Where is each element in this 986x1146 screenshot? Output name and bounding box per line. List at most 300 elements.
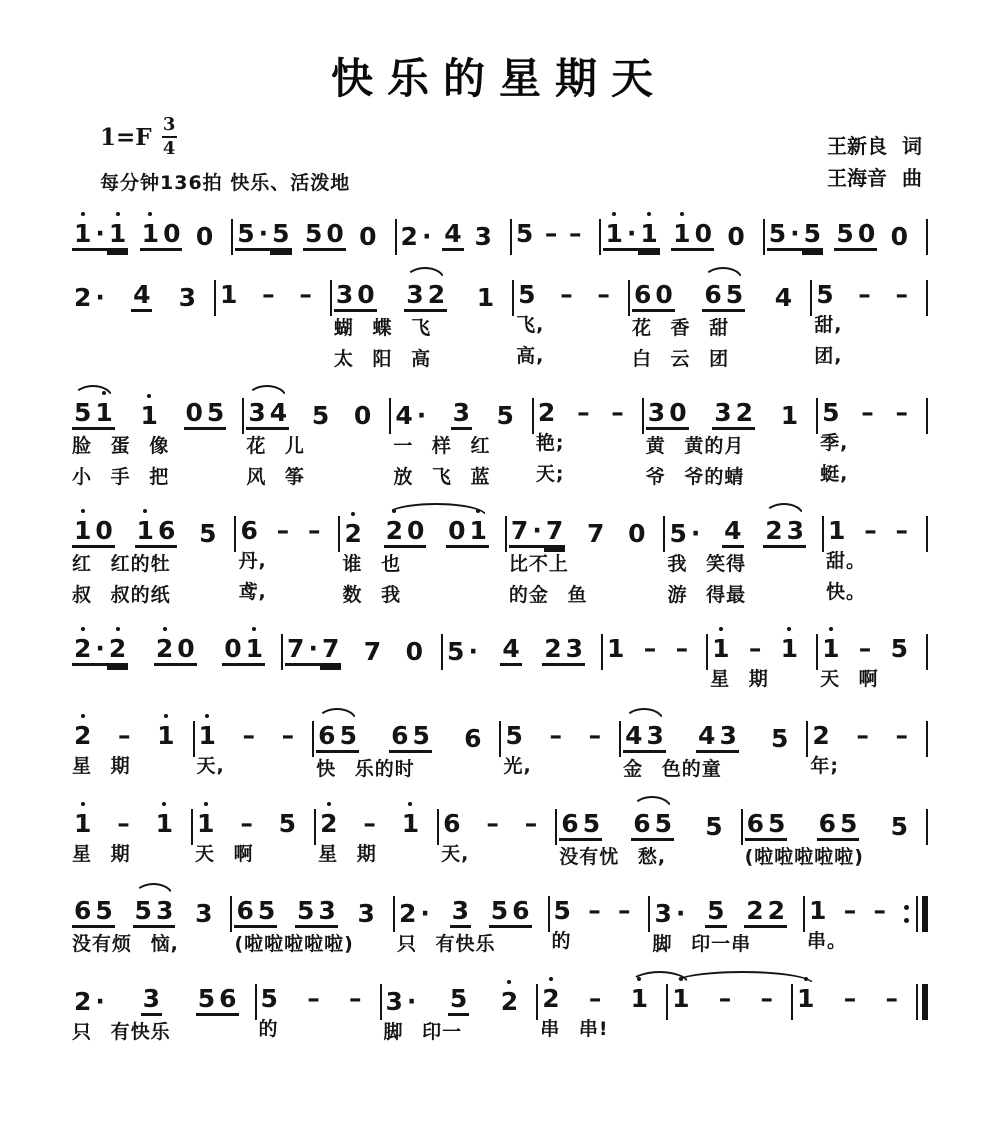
note-glyph — [316, 897, 337, 928]
note-digit: 1 — [401, 808, 420, 838]
measure — [538, 970, 666, 1044]
dash-hold: – — [307, 516, 321, 546]
duration-dot: · — [675, 899, 686, 929]
note-digit: 5 — [304, 219, 323, 248]
note-glyph — [702, 281, 723, 312]
note-glyph — [769, 725, 790, 753]
measure — [70, 795, 191, 869]
lyric-line: 光, — [503, 755, 532, 778]
dash-hold: – — [864, 516, 877, 546]
note-digit: 6 — [219, 983, 237, 1013]
note-glyph — [93, 988, 107, 1016]
octave-dot — [392, 509, 396, 513]
note-digit: 5 — [449, 983, 468, 1013]
note-digit: 5 — [705, 811, 723, 841]
note-digit: 1 — [197, 808, 215, 838]
beam-group — [889, 813, 910, 841]
measure — [818, 620, 926, 694]
repeat-dot — [904, 905, 909, 910]
beam-group — [552, 897, 573, 925]
note-row — [805, 882, 904, 925]
note-glyph — [671, 220, 692, 251]
duration-dot: · — [790, 219, 800, 248]
measure — [808, 707, 926, 781]
beam-group — [595, 281, 612, 309]
note-digit: 0 — [628, 519, 646, 549]
note-glyph — [415, 402, 429, 430]
beam-group — [779, 402, 800, 430]
note-digit: 0 — [359, 222, 377, 251]
note-row — [512, 205, 600, 248]
octave-dot — [408, 802, 412, 806]
note-digit: 1 — [245, 634, 264, 664]
beam-group — [769, 725, 790, 753]
note-glyph — [646, 399, 667, 430]
credits-block — [827, 130, 922, 194]
note-row — [316, 795, 437, 838]
note-glyph — [564, 635, 585, 666]
note-glyph — [295, 897, 316, 928]
beam-group — [441, 810, 462, 838]
beam-group — [558, 281, 575, 309]
beam-group — [195, 810, 216, 838]
note-glyph — [642, 635, 659, 663]
note-glyph — [543, 220, 560, 248]
note-glyph — [446, 517, 467, 548]
measure — [621, 707, 806, 784]
note-digit: 0 — [727, 222, 745, 251]
note-glyph — [717, 722, 738, 753]
measure — [316, 795, 437, 869]
note-glyph — [603, 220, 624, 251]
repeat-dots — [904, 905, 909, 923]
lyric-line — [72, 345, 214, 372]
beam-group — [722, 517, 743, 548]
note-row — [743, 795, 926, 841]
beam-group — [285, 635, 341, 666]
note-glyph — [763, 517, 784, 548]
note-glyph — [747, 635, 764, 663]
note-glyph — [342, 520, 363, 548]
note-glyph — [155, 722, 176, 750]
note-digit: 3 — [714, 398, 732, 428]
measure — [70, 882, 230, 959]
key-time-signature — [100, 116, 350, 158]
note-digit: 5 — [816, 280, 834, 309]
beam-group — [834, 220, 877, 251]
note-digit: 1 — [469, 516, 487, 546]
octave-dot — [81, 509, 85, 513]
note-glyph — [154, 635, 175, 666]
beam-group — [235, 220, 291, 251]
note-glyph — [547, 722, 564, 750]
dash-hold: – — [843, 896, 857, 926]
beam-group — [451, 399, 472, 430]
note-row — [818, 384, 926, 427]
lyric-line — [72, 669, 281, 696]
dash-hold: – — [117, 808, 130, 838]
note-digit: 0 — [95, 516, 113, 546]
note-glyph — [445, 638, 466, 666]
note-row — [514, 266, 628, 309]
dash-hold: – — [861, 398, 874, 428]
lyric-line: 年; — [810, 755, 840, 778]
note-glyph — [773, 284, 794, 312]
lyric-line: 脚 印一串 — [652, 933, 752, 956]
beam-group — [759, 985, 776, 1013]
note-digit: 1 — [797, 983, 815, 1013]
note-digit: 1 — [822, 634, 840, 664]
note-row — [443, 620, 601, 666]
dash-hold: – — [895, 280, 908, 309]
note-glyph — [420, 223, 434, 251]
lyric-line: 白 云 团 — [631, 347, 730, 370]
duration-dot: · — [532, 516, 542, 546]
note-row — [812, 266, 926, 309]
measure — [70, 620, 281, 696]
note-row — [650, 882, 803, 928]
beam-group — [275, 517, 292, 545]
note-digit: 3 — [719, 721, 737, 751]
end-barline — [926, 516, 928, 552]
beam-group — [856, 281, 873, 309]
beam-group — [763, 517, 806, 548]
note-digit: 5 — [447, 637, 465, 667]
octave-dot — [647, 212, 651, 216]
note-row — [603, 620, 706, 663]
note-digit: 5 — [237, 219, 255, 248]
note-digit: 1 — [155, 808, 174, 838]
lyric-line: 天, — [196, 755, 225, 778]
beam-group — [603, 220, 659, 251]
note-row — [765, 205, 926, 251]
note-digit: 2 — [765, 516, 783, 546]
end-barline — [926, 721, 928, 757]
note-digit: 1 — [672, 983, 690, 1013]
note-digit: 4 — [269, 398, 288, 428]
note-row — [391, 384, 532, 430]
beam-group — [745, 810, 788, 841]
note-digit: 3 — [451, 896, 469, 926]
lyric-line: 比不上 — [508, 553, 569, 576]
beam-group — [629, 985, 650, 1013]
system-row — [70, 707, 928, 784]
note-digit: 2 — [74, 283, 92, 312]
notation-score — [70, 205, 928, 1046]
beam-group — [393, 402, 428, 430]
beam-group — [356, 900, 377, 928]
lyric-line: 花 儿 — [246, 435, 305, 458]
note-digit: 6 — [704, 280, 722, 309]
octave-dot — [252, 627, 256, 631]
note-glyph — [510, 897, 531, 928]
note-glyph — [356, 900, 377, 928]
beam-group — [807, 897, 828, 925]
note-row — [708, 620, 816, 663]
dash-hold: – — [675, 634, 689, 664]
note-glyph — [475, 284, 496, 312]
dash-hold: – — [349, 983, 362, 1013]
note-glyph — [689, 520, 703, 548]
note-glyph — [184, 399, 205, 430]
note-digit: 2 — [320, 808, 338, 838]
dash-hold: – — [617, 896, 631, 926]
note-digit: 3 — [155, 896, 174, 926]
note-glyph — [72, 220, 93, 251]
note-row — [314, 707, 499, 753]
note-digit: 3 — [142, 983, 161, 1013]
dash-hold: – — [363, 808, 376, 838]
note-glyph — [310, 402, 331, 430]
note-glyph — [175, 635, 196, 666]
note-digit: 6 — [633, 808, 651, 838]
music-system — [70, 205, 928, 255]
note-digit: 5 — [707, 896, 725, 926]
note-digit: 1 — [74, 808, 92, 838]
note-glyph — [334, 281, 355, 312]
repeat-barline — [904, 896, 928, 932]
note-glyph — [362, 638, 383, 666]
beam-group — [305, 985, 322, 1013]
beam-group — [894, 517, 911, 545]
note-digit: 1 — [780, 634, 799, 664]
duration-dot: · — [406, 986, 417, 1016]
note-glyph — [451, 399, 472, 430]
dash-hold: – — [588, 896, 601, 926]
note-digit: 5 — [518, 280, 536, 309]
note-glyph — [133, 897, 154, 928]
beam-group — [177, 284, 198, 312]
note-digit: 2 — [735, 398, 754, 428]
duration-dot: · — [95, 634, 105, 664]
note-glyph — [275, 517, 292, 545]
beam-group — [717, 985, 734, 1013]
note-digit: 2 — [500, 986, 519, 1016]
note-row — [70, 707, 193, 750]
end-barline — [926, 280, 928, 316]
beam-group — [702, 281, 745, 312]
note-digit: 1 — [780, 401, 799, 431]
note-glyph — [856, 281, 873, 309]
note-glyph — [441, 810, 462, 838]
lyric-line: 星 期 — [318, 842, 377, 865]
note-glyph — [72, 399, 93, 430]
note-glyph — [448, 985, 469, 1016]
lyric-line: 星 期 — [710, 668, 769, 691]
note-glyph — [405, 988, 419, 1016]
duration-dot: · — [420, 899, 430, 929]
note-glyph — [404, 638, 425, 666]
beam-group — [810, 722, 831, 750]
note-row — [665, 502, 822, 548]
beam-group — [820, 399, 841, 427]
note-glyph — [767, 220, 788, 251]
note-digit: 1 — [607, 634, 625, 664]
note-digit: 2 — [74, 721, 92, 751]
note-digit: 5 — [339, 721, 357, 751]
octave-dot — [829, 627, 833, 631]
beam-group — [489, 897, 532, 928]
note-glyph — [138, 402, 159, 430]
note-digit: 3 — [647, 398, 666, 428]
note-glyph — [384, 988, 405, 1016]
lyric-line: 蜓, — [820, 462, 849, 485]
note-row — [70, 882, 230, 928]
beam-group — [218, 281, 239, 309]
lyric-line: 只 有快乐 — [72, 1020, 171, 1043]
note-digit: 1 — [141, 219, 160, 248]
measure — [818, 384, 926, 488]
note-glyph — [194, 223, 215, 251]
note-glyph — [503, 722, 524, 750]
lyric-line: 天; — [535, 462, 565, 485]
beam-group — [197, 520, 218, 548]
note-row — [216, 266, 330, 309]
note-glyph — [893, 399, 910, 427]
note-digit: 1 — [809, 896, 827, 926]
duration-dot: · — [95, 283, 105, 312]
note-glyph — [316, 722, 337, 753]
beam-group — [342, 520, 363, 548]
note-glyph — [674, 635, 691, 663]
note-glyph — [523, 810, 540, 838]
beam-group — [499, 988, 520, 1016]
beam-group — [667, 520, 702, 548]
measure — [805, 882, 904, 956]
note-digit: 1 — [95, 398, 113, 428]
beam-group — [509, 517, 565, 548]
note-glyph — [177, 284, 198, 312]
beam-group — [475, 284, 496, 312]
lyric-line: 飞, — [516, 314, 545, 336]
dash-hold: – — [643, 634, 657, 664]
note-row — [193, 795, 314, 838]
beam-group — [318, 810, 339, 838]
note-glyph — [725, 223, 746, 251]
lyric-line: 天 啊 — [820, 668, 879, 691]
measure — [236, 502, 338, 606]
note-glyph — [854, 722, 871, 750]
beam-group — [277, 810, 298, 838]
note-digit: 1 — [640, 219, 658, 248]
beam-group — [193, 900, 214, 928]
note-glyph — [495, 402, 516, 430]
beam-group — [446, 517, 489, 548]
note-glyph — [241, 722, 258, 750]
note-glyph — [384, 517, 405, 548]
lyric-line: 的金 鱼 — [508, 583, 588, 606]
dash-hold: – — [307, 983, 320, 1013]
measure — [216, 266, 330, 369]
note-digit: 5 — [768, 808, 786, 838]
note-glyph — [318, 810, 339, 838]
measure — [395, 882, 548, 959]
note-glyph — [285, 635, 306, 666]
measure — [70, 266, 214, 372]
note-glyph — [703, 813, 724, 841]
octave-dot — [116, 627, 120, 631]
beam-group — [442, 220, 463, 251]
note-digit: 5 — [822, 398, 840, 428]
tempo-marking: 每分钟136拍 快乐、活泼地 — [100, 172, 351, 194]
beam-group — [623, 722, 666, 753]
note-glyph — [552, 897, 573, 925]
note-glyph — [140, 220, 161, 251]
music-system — [70, 502, 928, 609]
lyric-line: 金 色的童 — [623, 758, 722, 781]
note-row — [507, 502, 664, 548]
thin-bar — [916, 896, 918, 932]
note-digit: 2 — [544, 634, 562, 664]
lyric-line: 红 红的牡 — [72, 553, 171, 576]
beam-group — [540, 985, 561, 1013]
note-digit: 5 — [725, 280, 744, 309]
beam-group — [514, 220, 535, 248]
octave-dot — [804, 977, 808, 981]
system-row — [70, 970, 928, 1047]
note-digit: 6 — [443, 808, 461, 838]
note-digit: 1 — [673, 219, 691, 248]
note-glyph — [559, 810, 580, 841]
note-glyph — [605, 635, 626, 663]
note-digit: 6 — [746, 808, 765, 838]
dash-hold: – — [549, 721, 562, 751]
note-digit: 3 — [248, 398, 266, 428]
end-barline — [926, 634, 928, 670]
beam-group — [404, 281, 447, 312]
beam-group — [893, 399, 910, 427]
note-glyph — [674, 900, 688, 928]
measure — [257, 970, 380, 1044]
beam-group — [725, 223, 746, 251]
octave-dot — [116, 212, 120, 216]
note-digit: 1 — [198, 721, 216, 751]
note-row — [397, 205, 510, 251]
lyric-line: 串。 — [807, 930, 848, 953]
note-digit: 5 — [505, 721, 523, 751]
note-glyph — [404, 281, 425, 312]
note-glyph — [320, 635, 341, 666]
note-glyph — [889, 223, 910, 251]
note-digit: 3 — [178, 283, 197, 312]
note-row — [601, 205, 762, 251]
note-digit: 0 — [405, 637, 424, 667]
beam-group — [632, 281, 675, 312]
duration-dot: · — [468, 637, 478, 667]
note-glyph — [540, 985, 561, 1013]
lyric-line: 鸢, — [238, 580, 267, 603]
measure — [743, 795, 926, 872]
note-digit: 0 — [224, 634, 242, 664]
lyric-line: 高, — [516, 344, 545, 367]
note-digit: 5 — [553, 896, 571, 926]
lyric-line: 游 得最 — [667, 583, 747, 606]
note-glyph — [667, 399, 688, 430]
measure — [550, 882, 649, 956]
note-digit: 7 — [321, 634, 340, 664]
note-glyph — [405, 517, 426, 548]
note-glyph — [889, 813, 910, 841]
note-digit: 0 — [185, 398, 203, 428]
note-glyph — [244, 635, 265, 666]
beam-group — [854, 722, 871, 750]
lyric-line: 的 — [258, 1017, 279, 1040]
beam-group — [133, 897, 176, 928]
lyric-line: (啦啦啦啦啦) — [234, 933, 354, 956]
note-glyph — [810, 722, 831, 750]
note-digit: 2 — [108, 634, 127, 664]
note-glyph — [156, 517, 177, 548]
